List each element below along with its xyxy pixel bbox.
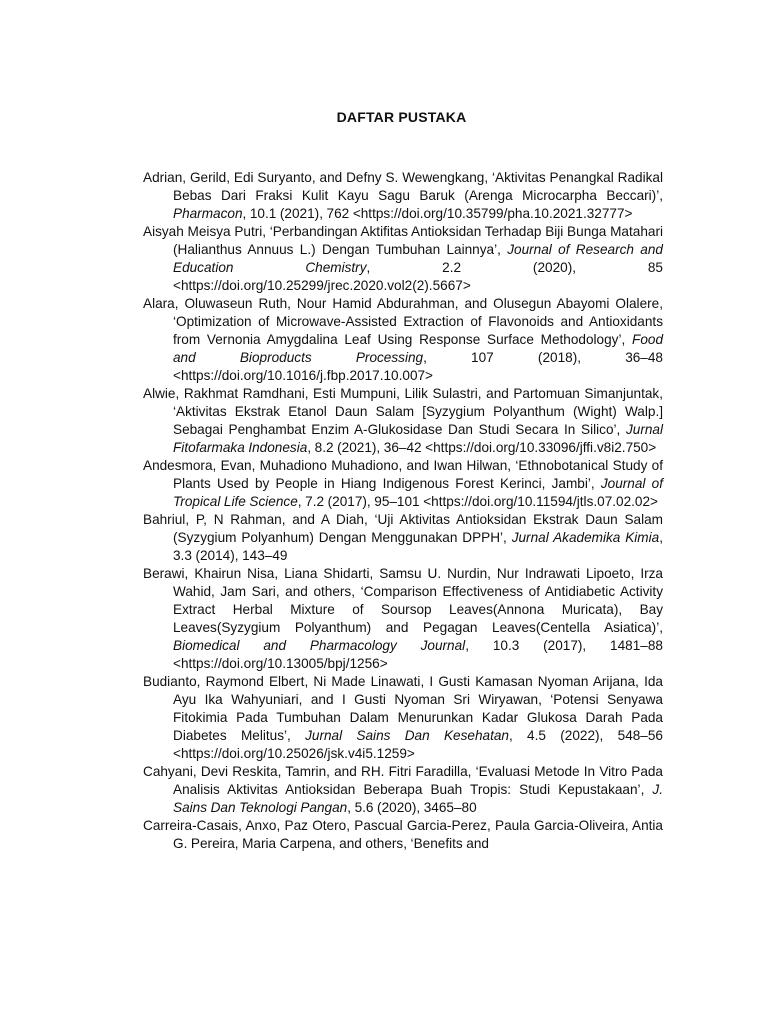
reference-entry — [143, 457, 663, 511]
reference-text: Andesmora, Evan, Muhadiono Muhadiono, and Iwan Hilwan, ‘Ethnobotanical Study of Plants Used by People in Hiang Indigenous Forest Kerinci, Jambi’, — [143, 458, 663, 491]
journal-title: Biomedical and Pharmacology Journal — [173, 638, 466, 653]
reference-entry — [143, 673, 663, 763]
reference-entry — [143, 169, 663, 223]
reference-text: Cahyani, Devi Reskita, Tamrin, and RH. Fitri Faradilla, ‘Evaluasi Metode In Vitro Pada Analisis Aktivitas Antioksidan Beberapa Buah Tropis: Studi Kepustakaan’, — [143, 764, 663, 797]
reference-entry — [143, 223, 663, 295]
journal-title: Journal of Research and Education Chemistry — [173, 242, 663, 275]
reference-details: , 3.3 (2014), 143–49 — [173, 530, 663, 563]
journal-title: Jurnal Fitofarmaka Indonesia — [173, 422, 663, 455]
doi-link[interactable]: <https://doi.org/10.1016/j.fbp.2017.10.007> — [173, 368, 434, 383]
reference-details: , 8.2 (2021), 36–42 — [307, 440, 426, 455]
reference-details: , 10.1 (2021), 762 — [242, 206, 353, 221]
journal-title: Jurnal Akademika Kimia — [511, 530, 660, 545]
reference-entry — [143, 511, 663, 565]
reference-text: Alwie, Rakhmat Ramdhani, Esti Mumpuni, Lilik Sulastri, and Partomuan Simanjuntak, ‘Aktivitas Ekstrak Etanol Daun Salam [Syzygium Polyanthum (Wight) Walp.] Sebagai Penghambat Enzim A-Glukosidase Dan Studi Secara In Silico’, — [143, 386, 663, 437]
doi-link[interactable]: <https://doi.org/10.25026/jsk.v4i5.1259> — [173, 746, 415, 761]
reference-entry — [143, 763, 663, 817]
journal-title: Pharmacon — [173, 206, 243, 221]
reference-details: , 7.2 (2017), 95–101 — [297, 494, 424, 509]
reference-list — [143, 169, 663, 853]
reference-details: , 4.5 (2022), 548–56 — [508, 728, 663, 743]
journal-title: Jurnal Sains Dan Kesehatan — [305, 728, 509, 743]
reference-text: Berawi, Khairun Nisa, Liana Shidarti, Samsu U. Nurdin, Nur Indrawati Lipoeto, Irza Wahid, Jam Sari, and others, ‘Comparison Effectiveness of Antidiabetic Activity Extract Herbal Mixture of Soursop Leaves(Annona Muricata), Bay Leaves(Syzygium Polyanthum) and Pegagan Leaves(Centella Asiatica)’, — [143, 566, 663, 635]
reference-entry — [143, 295, 663, 385]
reference-text: Alara, Oluwaseun Ruth, Nour Hamid Abdurahman, and Olusegun Abayomi Olalere, ‘Optimization of Microwave-Assisted Extraction of Flavonoids and Antioxidants from Vernonia Amygdalina Leaf Using Response Surface Methodology’, — [143, 296, 663, 347]
reference-text: Bahriul, P, N Rahman, and A Diah, ‘Uji Aktivitas Antioksidan Ekstrak Daun Salam (Syzygium Polyanhum) Dengan Menggunakan DPPH’, — [143, 512, 663, 545]
reference-details: , 10.3 (2017), 1481–88 — [465, 638, 663, 653]
reference-text: Aisyah Meisya Putri, ‘Perbandingan Aktifitas Antioksidan Terhadap Biji Bunga Matahari (Halianthus Annuus L.) Dengan Tumbuhan Lainnya’, — [143, 224, 663, 257]
journal-title: Journal of Tropical Life Science — [173, 476, 663, 509]
doi-link[interactable]: <https://doi.org/10.11594/jtls.07.02.02> — [423, 494, 658, 509]
reference-text: Adrian, Gerild, Edi Suryanto, and Defny S. Wewengkang, ‘Aktivitas Penangkal Radikal Bebas Dari Fraksi Kulit Kayu Sagu Baruk (Arenga Microcarpha Beccari)’, — [143, 170, 663, 203]
doi-link[interactable]: <https://doi.org/10.33096/jffi.v8i2.750> — [425, 440, 657, 455]
doi-link[interactable]: <https://doi.org/10.25299/jrec.2020.vol2(2).5667> — [173, 278, 471, 293]
journal-title: J. Sains Dan Teknologi Pangan — [173, 782, 663, 815]
reference-details: , 107 (2018), 36–48 — [423, 350, 663, 365]
reference-details: , 2.2 (2020), 85 — [366, 260, 663, 275]
doi-link[interactable]: <https://doi.org/10.35799/pha.10.2021.32777> — [352, 206, 633, 221]
page-title: DAFTAR PUSTAKA — [336, 109, 467, 125]
reference-text: Carreira-Casais, Anxo, Paz Otero, Pascual Garcia-Perez, Paula Garcia-Oliveira, Antia G. Pereira, Maria Carpena, and others, ‘Benefits and — [143, 818, 663, 851]
journal-title: Food and Bioproducts Processing — [173, 332, 663, 365]
reference-text: Budianto, Raymond Elbert, Ni Made Linawati, I Gusti Kamasan Nyoman Arijana, Ida Ayu Ika Wahyuniari, and I Gusti Nyoman Sri Wiryawan, ‘Potensi Senyawa Fitokimia Pada Tumbuhan Dalam Menurunkan Kadar Glukosa Darah Pada Diabetes Melitus’, — [143, 674, 663, 743]
reference-entry — [143, 385, 663, 457]
reference-details: , 5.6 (2020), 3465–80 — [347, 800, 477, 815]
reference-entry — [143, 817, 663, 853]
reference-entry — [143, 565, 663, 673]
doi-link[interactable]: <https://doi.org/10.13005/bpj/1256> — [173, 656, 388, 671]
